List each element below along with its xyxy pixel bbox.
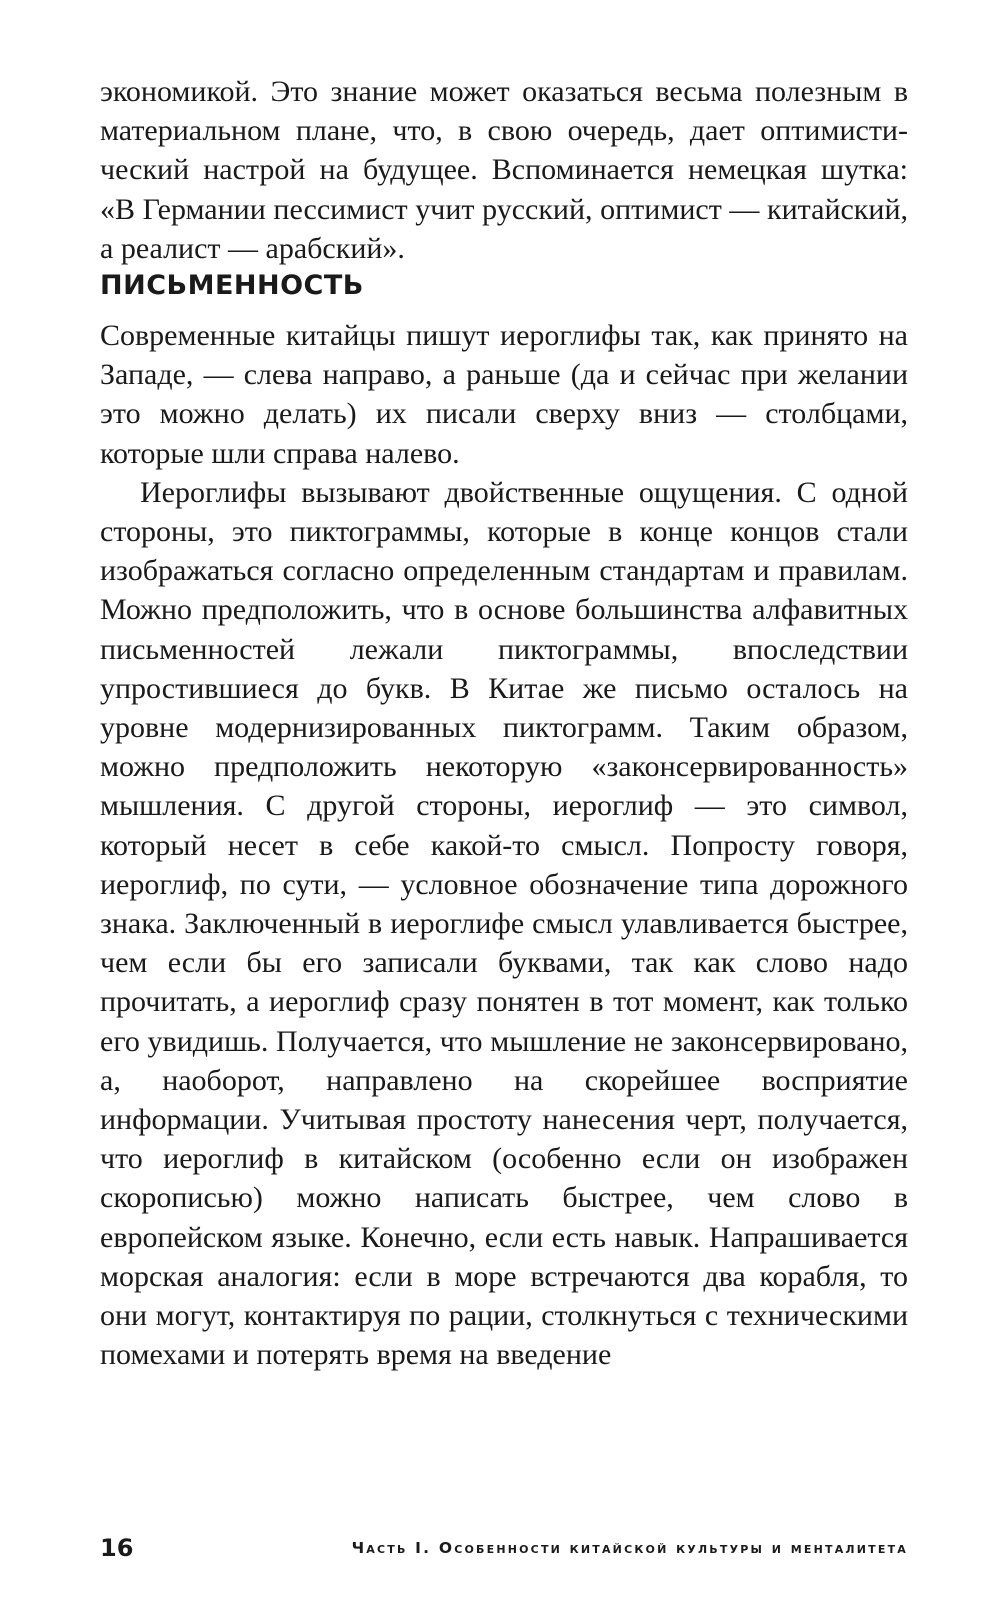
- page-content: [100, 72, 908, 1375]
- running-head: Часть I. Особенности китайской культуры и менталитета: [351, 1539, 908, 1557]
- section-heading: ПИСЬМЕННОСТЬ: [100, 270, 364, 302]
- page-footer: [100, 1533, 908, 1563]
- body-paragraph-1: Современные китайцы пишут иероглифы так, как принято на Западе, — слева направо, а раньше (да и сейчас при желании это можно делать) их писали сверху вниз — столбцами, которые шли справа налево.: [100, 319, 908, 470]
- intro-paragraph: экономикой. Это знание может оказаться весьма полезным в материальном плане, что, в свою очередь, дает оптимистический настрой на будущее. Вспоминается немецкая шутка: «В Германии пессимист учит русский, оптимист — китайский, а реалист — арабский».: [100, 75, 908, 265]
- page-number: 16: [100, 1534, 134, 1562]
- text-block: [100, 72, 908, 1375]
- body-paragraph-2: Иероглифы вызывают двойственные ощущения. С одной стороны, это пиктограммы, которые в конце концов стали изображаться согласно определенным стандартам и правилам. Можно предположить, что в основе большинства алфавитных письменностей лежали пиктограммы, впоследствии упростившиеся до букв. В Китае же письмо осталось на уровне модернизированных пиктограмм. Таким образом, можно предположить некоторую «законсервированность» мышления. С другой стороны, иероглиф — это символ, который несет в себе какой-то смысл. Попросту говоря, иероглиф, по сути, — условное обозначение типа дорожного знака. Заключенный в иероглифе смысл улавливается быстрее, чем если бы его записали буквами, так как слово надо прочитать, а иероглиф сразу понятен в тот момент, как только его увидишь. Получается, что мышление не законсервировано, а, наоборот, направлено на скорейшее восприятие информации. Учитывая простоту нанесения черт, получается, что иероглиф в китайском (особенно если он изображен скорописью) можно написать быстрее, чем слово в европейском языке. Конечно, если есть навык. Напрашивается морская аналогия: если в море встречаются два корабля, то они могут, контактируя по рации, столкнуться с техническими помехами и потерять время на введение: [100, 475, 908, 1372]
